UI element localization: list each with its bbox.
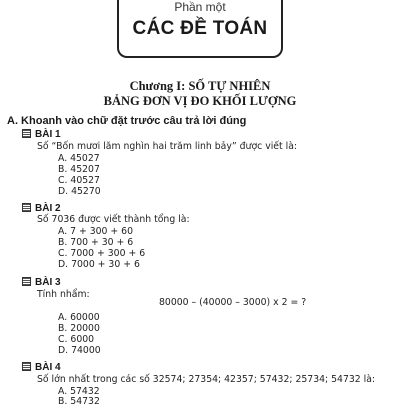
chapter-subtitle: BẢNG ĐƠN VỊ ĐO KHỐI LƯỢNG <box>103 94 297 108</box>
square-bullet-icon <box>22 203 31 212</box>
exercise-2-option-c: C. 7000 + 300 + 6 <box>58 248 146 259</box>
square-bullet-icon <box>22 129 31 138</box>
exercise-2-title <box>22 203 61 214</box>
exercise-1-question: Số “Bốn mươi lăm nghìn hai trăm linh bảy” được viết là: <box>37 141 298 152</box>
exercise-4-option-a: A. 57432 <box>58 386 100 397</box>
exercise-1-option-c: C. 40527 <box>58 175 100 186</box>
exercise-2-option-d: D. 7000 + 30 + 6 <box>58 259 140 270</box>
exercise-4-title <box>22 362 61 373</box>
exercise-title-text: BÀI 4 <box>35 362 61 373</box>
exercise-4-question: Số lớn nhất trong các số 32574; 27354; 42357; 57432; 25734; 54732 là: <box>37 374 376 385</box>
exercise-2-option-a: A. 7 + 300 + 60 <box>58 226 133 237</box>
exercise-3-title <box>22 277 61 288</box>
exercise-3-option-d: D. 74000 <box>58 345 101 356</box>
exercise-3-option-c: C. 6000 <box>58 334 95 345</box>
exercise-title-text: BÀI 3 <box>35 277 61 288</box>
square-bullet-icon <box>22 362 31 371</box>
exercise-1-title <box>22 129 61 140</box>
exercise-3-expression: 80000 – (40000 – 3000) x 2 = ? <box>159 297 307 308</box>
exercise-4-option-b: B. 54732 <box>58 396 100 407</box>
part-label: Phần một <box>174 0 226 14</box>
part-header-box <box>117 0 283 58</box>
chapter-title: Chương I: SỐ TỰ NHIÊN <box>129 79 271 93</box>
exercise-3-question: Tính nhẩm: <box>37 289 90 300</box>
exercise-2-question: Số 7036 được viết thành tổng là: <box>37 214 190 225</box>
exercise-2-option-b: B. 700 + 30 + 6 <box>58 237 134 248</box>
part-title: CÁC ĐỀ TOÁN <box>132 18 268 39</box>
exercise-1-option-d: D. 45270 <box>58 186 101 197</box>
section-heading: A. Khoanh vào chữ đặt trước câu trả lời đúng <box>7 115 247 127</box>
exercise-1-option-b: B. 45207 <box>58 164 100 175</box>
exercise-title-text: BÀI 2 <box>35 203 61 214</box>
exercise-3-option-b: B. 20000 <box>58 323 100 334</box>
exercise-3-option-a: A. 60000 <box>58 312 100 323</box>
square-bullet-icon <box>22 277 31 286</box>
exercise-title-text: BÀI 1 <box>35 129 61 140</box>
exercise-1-option-a: A. 45027 <box>58 153 100 164</box>
